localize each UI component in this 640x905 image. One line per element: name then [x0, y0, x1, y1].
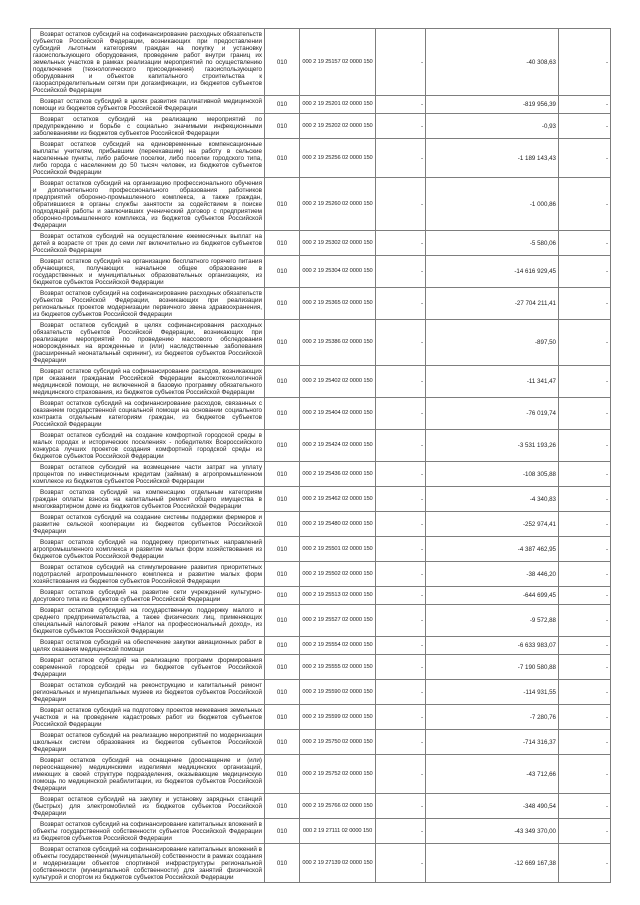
name-cell: Возврат остатков субсидий на реализацию программ формирования современной городской среды из бюджетов субъектов Российской Федерации	[31, 655, 265, 680]
approved-cell: -	[376, 730, 426, 755]
name-cell: Возврат остатков субсидий на софинансирование капитальных вложений в объекты государственной собственности субъектов Российской Федерации из бюджетов субъектов Российской Федерации	[31, 819, 265, 844]
line-code-cell: 010	[265, 139, 300, 178]
line-code-cell: 010	[265, 512, 300, 537]
line-code-cell: 010	[265, 320, 300, 366]
approved-cell: -	[376, 29, 426, 96]
unexecuted-cell: -	[559, 178, 611, 231]
approved-cell: -	[376, 605, 426, 637]
executed-cell: -0,93	[426, 114, 559, 139]
approved-cell: -	[376, 288, 426, 320]
approved-cell: -	[376, 512, 426, 537]
table-row	[31, 730, 611, 755]
kbk-cell: 000 2 19 25402 02 0000 150	[300, 366, 376, 398]
approved-cell: -	[376, 487, 426, 512]
table-row	[31, 587, 611, 605]
line-code-cell: 010	[265, 96, 300, 114]
executed-cell: -14 616 929,45	[426, 256, 559, 288]
table-row	[31, 755, 611, 794]
line-code-cell: 010	[265, 705, 300, 730]
table-row	[31, 819, 611, 844]
name-cell: Возврат остатков субсидий на софинансирование расходных обязательств субъектов Российской Федерации, возникающих при предоставлении субсидий льготным категориям граждан на покупку и установку газоиспользующего оборудования, проведение работ внутри границ их земельных участков в рамках реализации мероприятий по осуществлению подключения (технологического присоединения) газоиспользующего оборудования и объектов капитального строительства к газораспределительным сетям при догазификации, из бюджетов субъектов Российской Федерации	[31, 29, 265, 96]
approved-cell: -	[376, 562, 426, 587]
unexecuted-cell: -	[559, 637, 611, 655]
line-code-cell: 010	[265, 288, 300, 320]
name-cell: Возврат остатков субсидий на реализацию мероприятий по предупреждению и борьбе с социально значимыми инфекционными заболеваниями из бюджетов субъектов Российской Федерации	[31, 114, 265, 139]
approved-cell: -	[376, 794, 426, 819]
kbk-cell: 000 2 19 25304 02 0000 150	[300, 256, 376, 288]
table-row	[31, 288, 611, 320]
executed-cell: -819 956,39	[426, 96, 559, 114]
name-cell: Возврат остатков субсидий на реконструкцию и капитальный ремонт региональных и муниципальных музеев из бюджетов субъектов Российской Федерации	[31, 680, 265, 705]
line-code-cell: 010	[265, 231, 300, 256]
executed-cell: -5 580,06	[426, 231, 559, 256]
name-cell: Возврат остатков субсидий на софинансирование расходных обязательств субъектов Российской Федерации, возникающих при реализации региональных проектов модернизации первичного звена здравоохранения, из бюджетов субъектов Российской Федерации	[31, 288, 265, 320]
name-cell: Возврат остатков субсидий в целях софинансирования расходных обязательств субъектов Российской Федерации, возникающих при реализации мероприятий по проведению массового обследования новорожденных на врожденные и (или) наследственные заболевания (расширенный неонатальный скрининг), из бюджетов субъектов Российской Федерации	[31, 320, 265, 366]
executed-cell: -108 305,88	[426, 462, 559, 487]
executed-cell: -7 190 580,88	[426, 655, 559, 680]
approved-cell: -	[376, 96, 426, 114]
kbk-cell: 000 2 19 25527 02 0000 150	[300, 605, 376, 637]
kbk-cell: 000 2 19 25502 02 0000 150	[300, 562, 376, 587]
name-cell: Возврат остатков субсидий на создание комфортной городской среды в малых городах и исторических поселениях - победителях Всероссийского конкурса лучших проектов создания комфортной городской среды из бюджетов субъектов Российской Федерации	[31, 430, 265, 462]
kbk-cell: 000 2 19 25202 02 0000 150	[300, 114, 376, 139]
approved-cell: -	[376, 587, 426, 605]
kbk-cell: 000 2 19 25256 02 0000 150	[300, 139, 376, 178]
name-cell: Возврат остатков субсидий на обеспечение закупки авиационных работ в целях оказания медицинской помощи	[31, 637, 265, 655]
approved-cell: -	[376, 139, 426, 178]
line-code-cell: 010	[265, 794, 300, 819]
approved-cell: -	[376, 231, 426, 256]
name-cell: Возврат остатков субсидий на организацию бесплатного горячего питания обучающихся, получающих начальное общее образование в государственных и муниципальных образовательных организациях, из бюджетов субъектов Российской Федерации	[31, 256, 265, 288]
name-cell: Возврат остатков субсидий на единовременные компенсационные выплаты учителям, прибывшим (переехавшим) на работу в сельские населенные пункты, либо рабочие поселки, либо поселки городского типа, либо города с населением до 50 тысяч человек, из бюджетов субъектов Российской Федерации	[31, 139, 265, 178]
approved-cell: -	[376, 537, 426, 562]
executed-cell: -1 000,86	[426, 178, 559, 231]
kbk-cell: 000 2 19 25555 02 0000 150	[300, 655, 376, 680]
kbk-cell: 000 2 19 25480 02 0000 150	[300, 512, 376, 537]
approved-cell: -	[376, 755, 426, 794]
line-code-cell: 010	[265, 605, 300, 637]
kbk-cell: 000 2 19 25501 02 0000 150	[300, 537, 376, 562]
line-code-cell: 010	[265, 178, 300, 231]
executed-cell: -43 349 370,00	[426, 819, 559, 844]
table-row	[31, 398, 611, 430]
unexecuted-cell: -	[559, 256, 611, 288]
line-code-cell: 010	[265, 256, 300, 288]
executed-cell: -114 931,55	[426, 680, 559, 705]
line-code-cell: 010	[265, 366, 300, 398]
line-code-cell: 010	[265, 655, 300, 680]
table-row	[31, 231, 611, 256]
unexecuted-cell: -	[559, 819, 611, 844]
kbk-cell: 000 2 19 25590 02 0000 150	[300, 680, 376, 705]
approved-cell: -	[376, 320, 426, 366]
table-row	[31, 844, 611, 883]
kbk-cell: 000 2 19 25386 02 0000 150	[300, 320, 376, 366]
table-row	[31, 794, 611, 819]
approved-cell: -	[376, 705, 426, 730]
line-code-cell: 010	[265, 487, 300, 512]
table-row	[31, 487, 611, 512]
table-row	[31, 462, 611, 487]
approved-cell: -	[376, 462, 426, 487]
kbk-cell: 000 2 19 25201 02 0000 150	[300, 96, 376, 114]
kbk-cell: 000 2 19 25157 02 0000 150	[300, 29, 376, 96]
unexecuted-cell: -	[559, 487, 611, 512]
unexecuted-cell: -	[559, 562, 611, 587]
line-code-cell: 010	[265, 680, 300, 705]
kbk-cell: 000 2 19 25462 02 0000 150	[300, 487, 376, 512]
executed-cell: -6 633 983,07	[426, 637, 559, 655]
approved-cell: -	[376, 680, 426, 705]
approved-cell: -	[376, 366, 426, 398]
unexecuted-cell: -	[559, 96, 611, 114]
line-code-cell: 010	[265, 462, 300, 487]
kbk-cell: 000 2 19 25752 02 0000 150	[300, 755, 376, 794]
name-cell: Возврат остатков субсидий на возмещение части затрат на уплату процентов по инвестиционным кредитам (займам) в агропромышленном комплексе из бюджетов субъектов Российской Федерации	[31, 462, 265, 487]
unexecuted-cell: -	[559, 114, 611, 139]
table-row	[31, 139, 611, 178]
unexecuted-cell: -	[559, 844, 611, 883]
table-row	[31, 655, 611, 680]
table-row	[31, 430, 611, 462]
name-cell: Возврат остатков субсидий на компенсацию отдельным категориям граждан оплаты взноса на капитальный ремонт общего имущества в многоквартирном доме из бюджетов субъектов Российской Федерации	[31, 487, 265, 512]
kbk-cell: 000 2 19 25750 02 0000 150	[300, 730, 376, 755]
kbk-cell: 000 2 19 25260 02 0000 150	[300, 178, 376, 231]
line-code-cell: 010	[265, 537, 300, 562]
line-code-cell: 010	[265, 637, 300, 655]
name-cell: Возврат остатков субсидий на стимулирование развития приоритетных подотраслей агропромышленного комплекса и развитие малых форм хозяйствования из бюджетов субъектов Российской Федерации	[31, 562, 265, 587]
unexecuted-cell: -	[559, 794, 611, 819]
executed-cell: -40 308,63	[426, 29, 559, 96]
line-code-cell: 010	[265, 114, 300, 139]
unexecuted-cell: -	[559, 537, 611, 562]
line-code-cell: 010	[265, 398, 300, 430]
unexecuted-cell: -	[559, 655, 611, 680]
approved-cell: -	[376, 430, 426, 462]
name-cell: Возврат остатков субсидий на софинансирование расходов, связанных с оказанием государственной социальной помощи на основании социального контракта отдельным категориям граждан, из бюджетов субъектов Российской Федерации	[31, 398, 265, 430]
table-row	[31, 178, 611, 231]
approved-cell: -	[376, 114, 426, 139]
approved-cell: -	[376, 256, 426, 288]
executed-cell: -348 490,54	[426, 794, 559, 819]
unexecuted-cell: -	[559, 231, 611, 256]
name-cell: Возврат остатков субсидий на оснащение (дооснащение и (или) переоснащение) медицинскими изделиями медицинских организаций, имеющих в своей структуре подразделения, оказывающие медицинскую помощь по медицинской реабилитации, из бюджетов субъектов Российской Федерации	[31, 755, 265, 794]
unexecuted-cell: -	[559, 462, 611, 487]
approved-cell: -	[376, 819, 426, 844]
table-row	[31, 605, 611, 637]
unexecuted-cell: -	[559, 29, 611, 96]
line-code-cell: 010	[265, 755, 300, 794]
executed-cell: -897,50	[426, 320, 559, 366]
executed-cell: -7 280,76	[426, 705, 559, 730]
approved-cell: -	[376, 844, 426, 883]
unexecuted-cell: -	[559, 288, 611, 320]
name-cell: Возврат остатков субсидий на создание системы поддержки фермеров и развитие сельской кооперации из бюджетов субъектов Российской Федерации	[31, 512, 265, 537]
executed-cell: -4 340,83	[426, 487, 559, 512]
line-code-cell: 010	[265, 430, 300, 462]
executed-cell: -38 446,20	[426, 562, 559, 587]
table-row	[31, 537, 611, 562]
table-row	[31, 366, 611, 398]
kbk-cell: 000 2 19 25365 02 0000 150	[300, 288, 376, 320]
name-cell: Возврат остатков субсидий на софинансирование расходов, возникающих при оказании гражданам Российской Федерации высокотехнологичной медицинской помощи, не включенной в базовую программу обязательного медицинского страхования, из бюджетов субъектов Российской Федерации	[31, 366, 265, 398]
executed-cell: -27 704 211,41	[426, 288, 559, 320]
name-cell: Возврат остатков субсидий на государственную поддержку малого и среднего предпринимательства, а также физических лиц, применяющих специальный налоговый режим «Налог на профессиональный доход», из бюджетов субъектов Российской Федерации	[31, 605, 265, 637]
name-cell: Возврат остатков субсидий на закупку и установку зарядных станций (быстрых) для электромобилей из бюджетов субъектов Российской Федерации	[31, 794, 265, 819]
table-row	[31, 562, 611, 587]
executed-cell: -714 316,37	[426, 730, 559, 755]
kbk-cell: 000 2 19 25766 02 0000 150	[300, 794, 376, 819]
name-cell: Возврат остатков субсидий на реализацию мероприятий по модернизации школьных систем образования из бюджетов субъектов Российской Федерации	[31, 730, 265, 755]
unexecuted-cell: -	[559, 605, 611, 637]
line-code-cell: 010	[265, 29, 300, 96]
table-row	[31, 637, 611, 655]
kbk-cell: 000 2 19 25554 02 0000 150	[300, 637, 376, 655]
table-row	[31, 680, 611, 705]
name-cell: Возврат остатков субсидий на поддержку приоритетных направлений агропромышленного комплекса и развитие малых форм хозяйствования из бюджетов субъектов Российской Федерации	[31, 537, 265, 562]
approved-cell: -	[376, 178, 426, 231]
name-cell: Возврат остатков субсидий на развитие сети учреждений культурно-досугового типа из бюджетов субъектов Российской Федерации	[31, 587, 265, 605]
table-body	[31, 29, 611, 883]
name-cell: Возврат остатков субсидий на подготовку проектов межевания земельных участков и на проведение кадастровых работ из бюджетов субъектов Российской Федерации	[31, 705, 265, 730]
table-row	[31, 256, 611, 288]
unexecuted-cell: -	[559, 366, 611, 398]
kbk-cell: 000 2 19 27111 02 0000 150	[300, 819, 376, 844]
table-row	[31, 705, 611, 730]
kbk-cell: 000 2 19 25404 02 0000 150	[300, 398, 376, 430]
table-row	[31, 114, 611, 139]
kbk-cell: 000 2 19 25599 02 0000 150	[300, 705, 376, 730]
table-row	[31, 320, 611, 366]
line-code-cell: 010	[265, 587, 300, 605]
line-code-cell: 010	[265, 844, 300, 883]
approved-cell: -	[376, 655, 426, 680]
kbk-cell: 000 2 19 25436 02 0000 150	[300, 462, 376, 487]
unexecuted-cell: -	[559, 755, 611, 794]
executed-cell: -11 341,47	[426, 366, 559, 398]
executed-cell: -252 974,41	[426, 512, 559, 537]
executed-cell: -3 531 193,26	[426, 430, 559, 462]
kbk-cell: 000 2 19 25513 02 0000 150	[300, 587, 376, 605]
executed-cell: -9 572,88	[426, 605, 559, 637]
executed-cell: -43 712,66	[426, 755, 559, 794]
line-code-cell: 010	[265, 730, 300, 755]
unexecuted-cell: -	[559, 730, 611, 755]
line-code-cell: 010	[265, 819, 300, 844]
executed-cell: -12 669 167,38	[426, 844, 559, 883]
name-cell: Возврат остатков субсидий на организацию профессионального обучения и дополнительного профессионального образования работников предприятий оборонно-промышленного комплекса, а также граждан, обратившихся в органы службы занятости за содействием в поиске подходящей работы и заключивших ученический договор с предприятием оборонно-промышленного комплекса, из бюджетов субъектов Российской Федерации	[31, 178, 265, 231]
kbk-cell: 000 2 19 25424 02 0000 150	[300, 430, 376, 462]
approved-cell: -	[376, 398, 426, 430]
name-cell: Возврат остатков субсидий в целях развития паллиативной медицинской помощи из бюджетов субъектов Российской Федерации	[31, 96, 265, 114]
unexecuted-cell: -	[559, 139, 611, 178]
unexecuted-cell: -	[559, 320, 611, 366]
unexecuted-cell: -	[559, 430, 611, 462]
name-cell: Возврат остатков субсидий на осуществление ежемесячных выплат на детей в возрасте от трех до семи лет включительно из бюджетов субъектов Российской Федерации	[31, 231, 265, 256]
unexecuted-cell: -	[559, 398, 611, 430]
kbk-cell: 000 2 19 27139 02 0000 150	[300, 844, 376, 883]
unexecuted-cell: -	[559, 587, 611, 605]
table-row	[31, 96, 611, 114]
unexecuted-cell: -	[559, 512, 611, 537]
table-row	[31, 512, 611, 537]
line-code-cell: 010	[265, 562, 300, 587]
unexecuted-cell: -	[559, 680, 611, 705]
table-row	[31, 29, 611, 96]
executed-cell: -76 019,74	[426, 398, 559, 430]
executed-cell: -1 189 143,43	[426, 139, 559, 178]
kbk-cell: 000 2 19 25302 02 0000 150	[300, 231, 376, 256]
unexecuted-cell: -	[559, 705, 611, 730]
budget-returns-table	[30, 28, 611, 883]
name-cell: Возврат остатков субсидий на софинансирование капитальных вложений в объекты государственной (муниципальной) собственности в рамках создания и модернизации объектов спортивной инфраструктуры региональной собственности (муниципальной собственности) для занятий физической культурой и спортом из бюджетов субъектов Российской Федерации	[31, 844, 265, 883]
executed-cell: -4 387 462,95	[426, 537, 559, 562]
executed-cell: -644 699,45	[426, 587, 559, 605]
approved-cell: -	[376, 637, 426, 655]
